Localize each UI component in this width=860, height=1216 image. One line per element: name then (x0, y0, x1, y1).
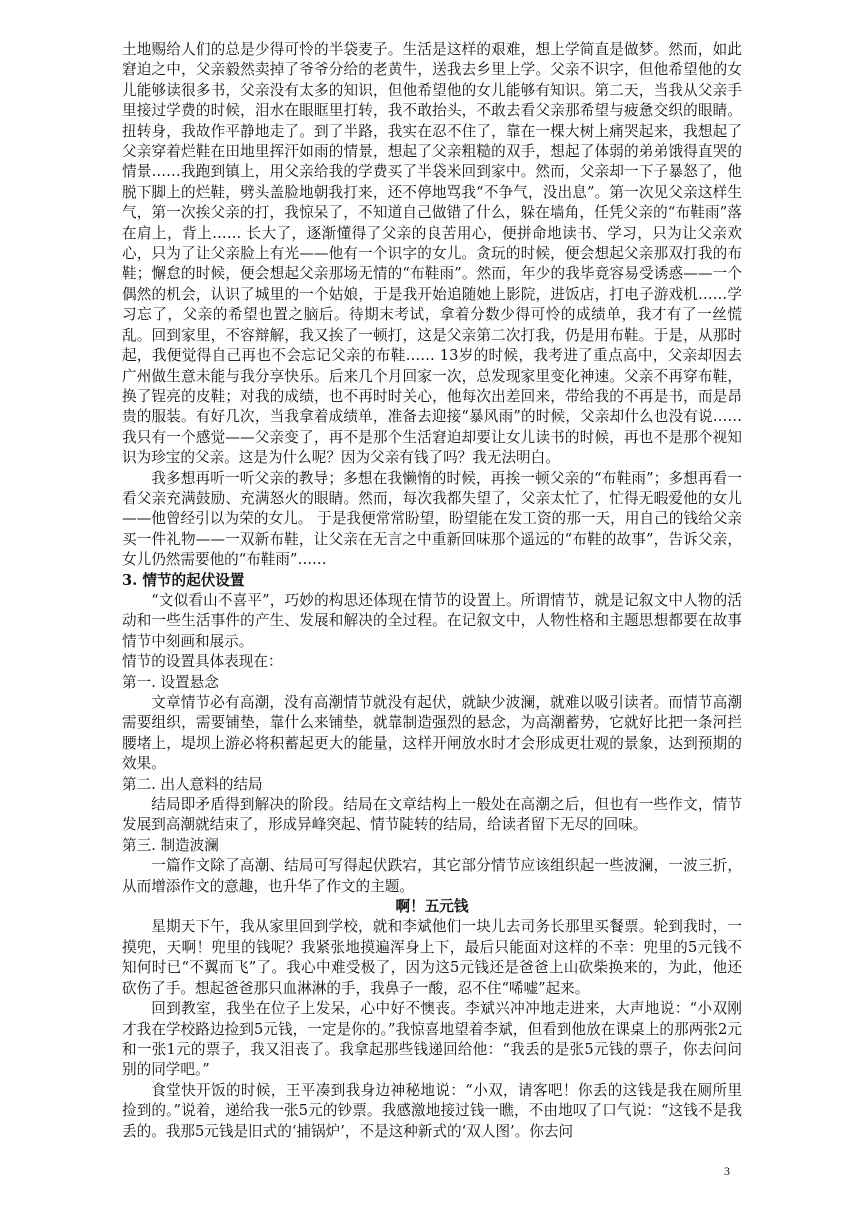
section-heading: 3. 情节的起伏设置 (122, 571, 245, 589)
paragraph-plot-list-intro: 情节的设置具体表现在： (122, 653, 283, 671)
paragraph-story-ending: 我多想再听一听父亲的教导；多想在我懒惰的时候，再挨一顿父亲的“布鞋雨”；多想再看一看父亲充满鼓励、充满怒火的眼睛。然而，每次我都失望了，父亲太忙了，忙得无暇爱他的女儿——他曾经引以为荣的女儿。 于是我便常常盼望，盼望能在发工资的那一天，用自己的钱给父亲买一件礼物——一双新布鞋，让父亲在无言之中重新回味那个遥远的“布鞋的故事”，告诉父亲，女儿仍然需要他的“布鞋雨”…… (122, 469, 742, 569)
paragraph-plot-intro: “文似看山不喜平”，巧妙的构思还体现在情节的设置上。所谓情节，就是记叙文中人物的活动和一些生活事件的产生、发展和解决的全过程。在记叙文中，人物性格和主题思想都要在故事情节中刻画和展示。 (122, 591, 742, 650)
paragraph-essay-1: 星期天下午，我从家里回到学校，就和李斌他们一块儿去司务长那里买餐票。轮到我时，一摸兜，天啊！兜里的钱呢？我紧张地摸遍浑身上下，最后只能面对这样的不幸：兜里的5元钱不知何时已“不翼而飞”了。我心中难受极了，因为这5元钱还是爸爸上山砍柴换来的，为此，他还砍伤了手。想起爸爸那只血淋淋的手，我鼻子一酸，忍不住“唏嘘”起来。 (122, 918, 742, 997)
paragraph-waves: 一篇作文除了高潮、结局可写得起伏跌宕，其它部分情节应该组织起一些波澜，一波三折，从而增添作文的意趣，也升华了作文的主题。 (122, 857, 742, 895)
subheading-waves: 第三. 制造波澜 (122, 836, 219, 854)
subheading-ending: 第二. 出人意料的结局 (122, 775, 263, 793)
paragraph-story-continued: 土地赐给人们的总是少得可怜的半袋麦子。生活是这样的艰难，想上学简直是做梦。然而，如此窘迫之中，父亲毅然卖掉了爷爷分给的老黄牛，送我去乡里上学。父亲不识字，但他希望他的女儿能够读很多书，父亲没有太多的知识，但他希望他的女儿能够有知识。第二天，当我从父亲手里接过学费的时候，泪水在眼眶里打转，我不敢抬头，不敢去看父亲那希望与疲惫交织的眼睛。扭转身，我故作平静地走了。到了半路，我实在忍不住了，靠在一棵大树上痛哭起来，我想起了父亲穿着烂鞋在田地里挥汗如雨的情景，想起了父亲粗糙的双手，想起了体弱的弟弟饿得直哭的情景……我跑到镇上，用父亲给我的学费买了半袋米回到家中。然而，父亲却一下子暴怒了，他脱下脚上的烂鞋，劈头盖脸地朝我打来，还不停地骂我“不争气，没出息”。第一次见父亲这样生气，第一次挨父亲的打，我惊呆了，不知道自己做错了什么，躲在墙角，任凭父亲的“布鞋雨”落在肩上，背上…… 长大了，逐渐懂得了父亲的良苦用心，便拼命地读书、学习，只为让父亲欢心，只为了让父亲脸上有光——他有一个识字的女儿。贪玩的时候，便会想起父亲那双打我的布鞋；懈怠的时候，便会想起父亲那场无情的“布鞋雨”。然而，年少的我毕竟容易受诱惑——一个偶然的机会，认识了城里的一个姑娘，于是我开始追随她上影院，进饭店，打电子游戏机……学习忘了，父亲的希望也置之脑后。待期末考试，拿着分数少得可怜的成绩单，我才有了一丝慌乱。回到家里，不容辩解，我又挨了一顿打，这是父亲第二次打我，仍是用布鞋。于是，从那时起，我便觉得自己再也不会忘记父亲的布鞋…… 13岁的时候，我考进了重点高中，父亲却因去广州做生意未能与我分享快乐。后来几个月回家一次，总发现家里变化神速。父亲不再穿布鞋，换了锃亮的皮鞋；对我的成绩，也不再时时关心，他每次出差回来，带给我的不再是书，而是昂贵的服装。有好几次，当我拿着成绩单，准备去迎接“暴风雨”的时候，父亲却什么也没有说……我只有一个感觉——父亲变了，再不是那个生活窘迫却要让女儿读书的时候，再也不是那个视知识为珍宝的父亲。这是为什么呢？因为父亲有钱了吗？我无法明白。 (122, 41, 742, 467)
subheading-suspense: 第一. 设置悬念 (122, 673, 219, 691)
paragraph-suspense: 文章情节必有高潮，没有高潮情节就没有起伏，就缺少波澜，就难以吸引读者。而情节高潮需要组织，需要铺垫，靠什么来铺垫，就靠制造强烈的悬念，为高潮蓄势，它就好比把一条河拦腰堵上，堤坝上游必将积蓄起更大的能量，这样开闸放水时才会形成更壮观的景象，达到预期的效果。 (122, 694, 742, 773)
essay-title: 啊！五元钱 (395, 898, 469, 916)
paragraph-essay-2: 回到教室，我坐在位子上发呆，心中好不懊丧。李斌兴冲冲地走进来，大声地说：“小双刚才我在学校路边捡到5元钱，一定是你的。”我惊喜地望着李斌，但看到他放在课桌上的那两张2元和一张1元的票子，我又泪丧了。我拿起那些钱递回给他：“我丢的是张5元钱的票子，你去问问别的同学吧。” (122, 1000, 742, 1079)
body-text (122, 40, 742, 1142)
paragraph-ending: 结局即矛盾得到解决的阶段。结局在文章结构上一般处在高潮之后，但也有一些作文，情节发展到高潮就结束了，形成异峰突起、情节陡转的结局，给读者留下无尽的回味。 (122, 796, 742, 834)
paragraph-essay-3: 食堂快开饭的时候，王平凑到我身边神秘地说：“小双，请客吧！你丢的这钱是我在厕所里捡到的。”说着，递给我一张5元的钞票。我感激地接过钱一瞧，不由地叹了口气说：“这钱不是我丢的。我那5元钱是旧式的‘捕锅炉’，不是这种新式的‘双人图’。你去问 (122, 1081, 742, 1140)
page-number: 3 (724, 1164, 730, 1178)
